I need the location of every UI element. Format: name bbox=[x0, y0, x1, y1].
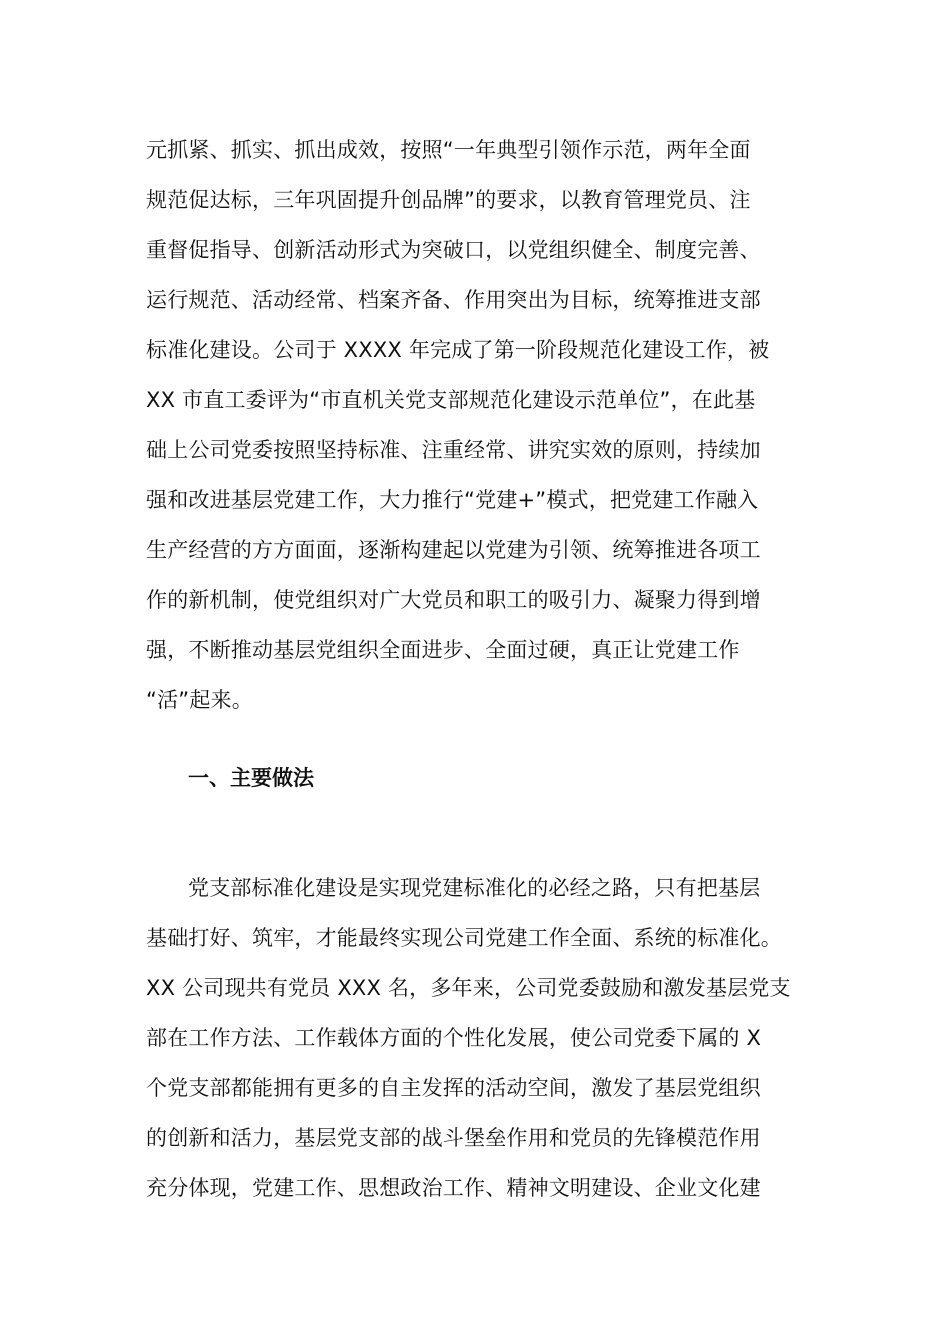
paragraph-1-line-9: 生产经营的方方面面，逐渐构建起以党建为引领、统筹推进各项工 bbox=[146, 538, 761, 562]
paragraph-1-line-4: 运行规范、活动经常、档案齐备、作用突出为目标，统筹推进支部 bbox=[146, 288, 761, 312]
paragraph-1-line-5: 标准化建设。公司于 XXXX 年完成了第一阶段规范化建设工作，被 bbox=[146, 338, 770, 362]
paragraph-1-line-12: “活”起来。 bbox=[146, 688, 253, 712]
paragraph-2-line-2: 基础打好、筑牢，才能最终实现公司党建工作全面、系统的标准化。 bbox=[146, 926, 782, 950]
paragraph-1-line-10: 作的新机制，使党组织对广大党员和职工的吸引力、凝聚力得到增 bbox=[146, 588, 761, 612]
paragraph-1-line-8: 强和改进基层党建工作，大力推行“党建+”模式，把党建工作融入 bbox=[146, 488, 759, 512]
paragraph-1-line-1: 元抓紧、抓实、抓出成效，按照“一年典型引领作示范，两年全面 bbox=[146, 138, 751, 162]
paragraph-2-line-1: 党支部标准化建设是实现党建标准化的必经之路，只有把基层 bbox=[188, 876, 761, 900]
section-heading: 一、主要做法 bbox=[188, 766, 314, 790]
paragraph-1-line-3: 重督促指导、创新活动形式为突破口，以党组织健全、制度完善、 bbox=[146, 238, 761, 262]
paragraph-1-line-6: XX 市直工委评为“市直机关党支部规范化建设示范单位”，在此基 bbox=[146, 388, 756, 412]
paragraph-2-line-4: 部在工作方法、工作载体方面的个性化发展，使公司党委下属的 X bbox=[146, 1026, 762, 1050]
paragraph-1-line-11: 强，不断推动基层党组织全面进步、全面过硬，真正让党建工作 bbox=[146, 638, 740, 662]
paragraph-2-line-7: 充分体现，党建工作、思想政治工作、精神文明建设、企业文化建 bbox=[146, 1176, 761, 1200]
paragraph-1-line-2: 规范促达标，三年巩固提升创品牌”的要求，以教育管理党员、注 bbox=[146, 188, 751, 212]
paragraph-1-line-7: 础上公司党委按照坚持标准、注重经常、讲究实效的原则，持续加 bbox=[146, 438, 761, 462]
paragraph-2-line-5: 个党支部都能拥有更多的自主发挥的活动空间，激发了基层党组织 bbox=[146, 1076, 761, 1100]
paragraph-2-line-6: 的创新和活力，基层党支部的战斗堡垒作用和党员的先锋模范作用 bbox=[146, 1126, 761, 1150]
paragraph-2-line-3: XX 公司现共有党员 XXX 名，多年来，公司党委鼓励和激发基层党支 bbox=[146, 976, 791, 1000]
